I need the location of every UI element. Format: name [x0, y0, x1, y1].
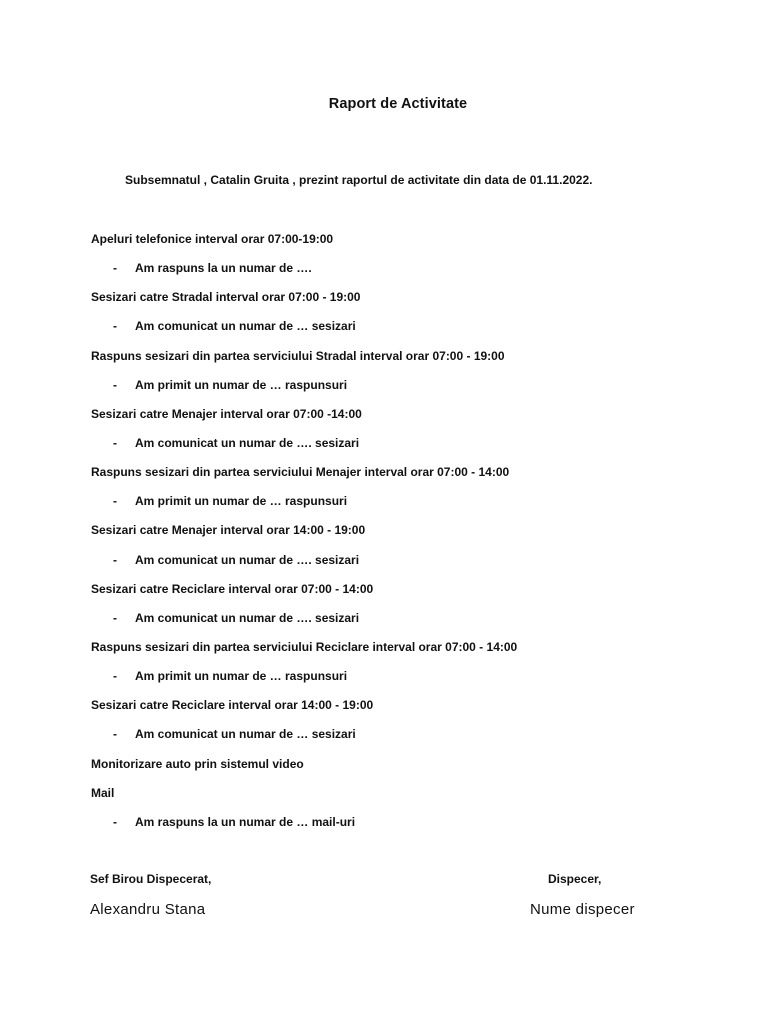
bullet-dash: -: [113, 494, 117, 509]
section-heading: Sesizari catre Stradal interval orar 07:00 - 19:00: [91, 290, 361, 305]
bullet-item: [91, 316, 728, 345]
report-body: [91, 229, 728, 841]
section-heading: Sesizari catre Reciclare interval orar 07:00 - 14:00: [91, 581, 374, 596]
section-heading: Apeluri telefonice interval orar 07:00-19:00: [91, 232, 334, 246]
intro-paragraph: Subsemnatul , Catalin Gruita , prezint raportul de activitate din data de 01.11.2022.: [125, 173, 593, 187]
bullet-text: Am comunicat un numar de …. sesizari: [135, 610, 360, 625]
bullet-dash: -: [113, 610, 117, 625]
section-heading: Mail: [91, 785, 115, 800]
bullet-dash: -: [113, 319, 117, 334]
bullet-text: Am primit un numar de … raspunsuri: [135, 377, 348, 392]
bullet-item: [91, 724, 728, 753]
signature-right-role: Dispecer,: [548, 872, 602, 886]
bullet-item: [91, 608, 728, 637]
bullet-item: [91, 491, 728, 520]
section-heading: Raspuns sesizari din partea serviciului Menajer interval orar 07:00 - 14:00: [91, 465, 510, 480]
bullet-item: [91, 812, 728, 841]
bullet-text: Am primit un numar de … raspunsuri: [135, 669, 348, 684]
bullet-item: [91, 550, 728, 579]
bullet-item: [91, 258, 728, 287]
bullet-dash: -: [113, 261, 117, 276]
bullet-item: [91, 433, 728, 462]
section-heading: Sesizari catre Menajer interval orar 07:00 -14:00: [91, 406, 362, 421]
bullet-text: Am raspuns la un numar de … mail-uri: [135, 814, 356, 829]
bullet-text: Am comunicat un numar de …. sesizari: [135, 552, 360, 567]
section-heading: Sesizari catre Reciclare interval orar 14:00 - 19:00: [91, 698, 374, 713]
bullet-dash: -: [113, 814, 117, 829]
bullet-text: Am comunicat un numar de … sesizari: [135, 727, 356, 742]
bullet-item: [91, 375, 728, 404]
signature-left-role: Sef Birou Dispecerat,: [90, 872, 212, 886]
signature-left-name: Alexandru Stana: [90, 901, 206, 918]
bullet-dash: -: [113, 435, 117, 450]
bullet-text: Am comunicat un numar de …. sesizari: [135, 435, 360, 450]
bullet-text: Am comunicat un numar de … sesizari: [135, 319, 356, 334]
bullet-dash: -: [113, 669, 117, 684]
bullet-dash: -: [113, 552, 117, 567]
bullet-text: Am primit un numar de … raspunsuri: [135, 494, 348, 509]
bullet-dash: -: [113, 377, 117, 392]
signature-right-name: Nume dispecer: [530, 901, 635, 918]
section-heading: Sesizari catre Menajer interval orar 14:00 - 19:00: [91, 523, 366, 538]
bullet-dash: -: [113, 727, 117, 742]
bullet-text: Am raspuns la un numar de ….: [135, 261, 312, 276]
bullet-item: [91, 666, 728, 695]
document-title: Raport de Activitate: [328, 96, 468, 112]
section-heading: Raspuns sesizari din partea serviciului Stradal interval orar 07:00 - 19:00: [91, 348, 505, 363]
section-heading: Monitorizare auto prin sistemul video: [91, 756, 304, 771]
section-heading: Raspuns sesizari din partea serviciului Reciclare interval orar 07:00 - 14:00: [91, 639, 518, 654]
